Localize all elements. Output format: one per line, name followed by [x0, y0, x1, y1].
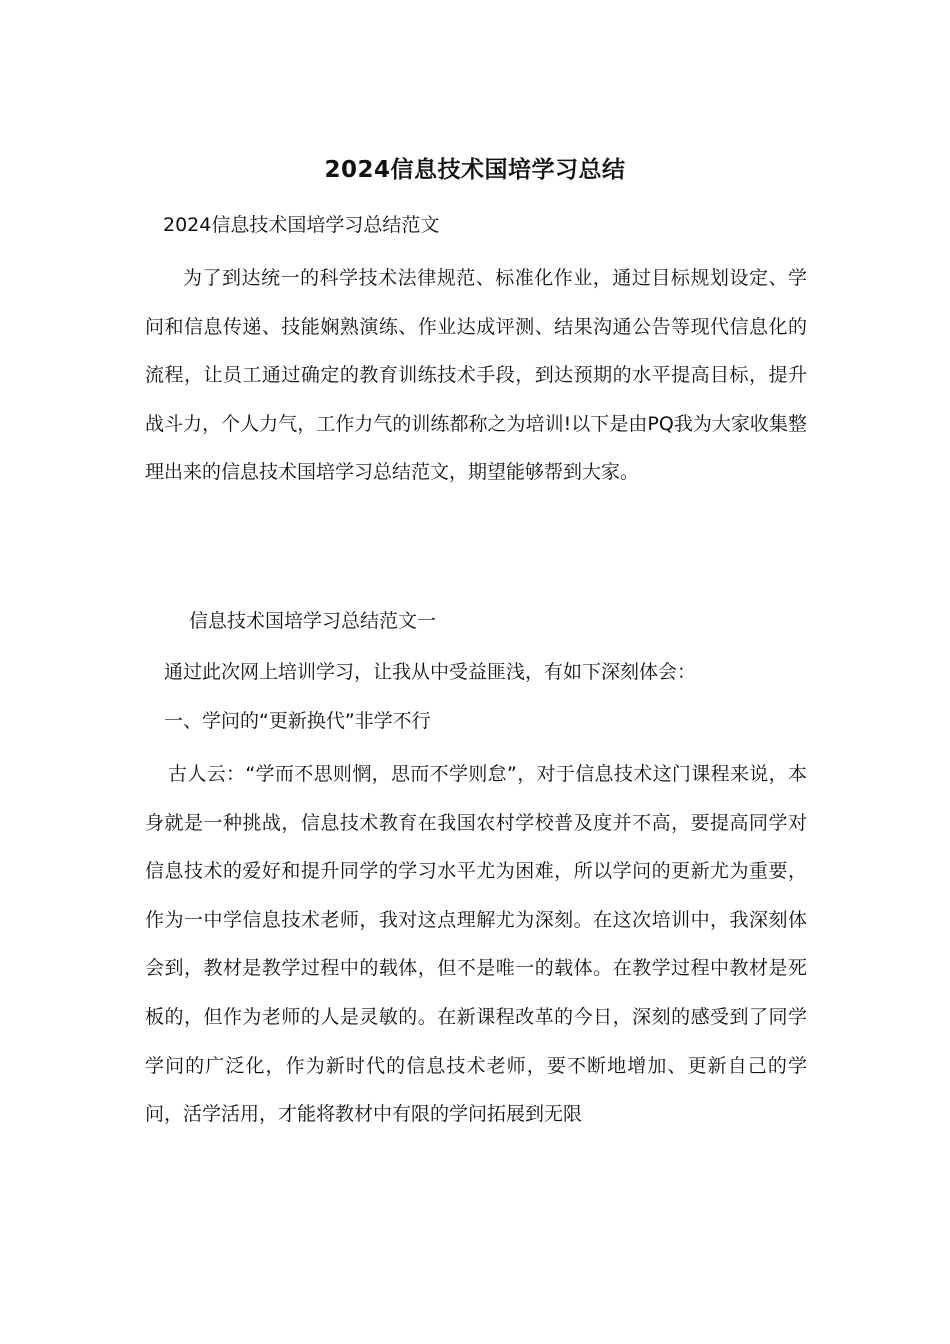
document-subtitle: 2024信息技术国培学习总结范文	[163, 214, 440, 236]
point-one-body: 古人云：“学而不思则惘，思而不学则怠”，对于信息技术这门课程来说，本身就是一种挑战，信息技术教育在我国农村学校普及度并不高，要提高同学对信息技术的爱好和提升同学的学习水平尤为困难，所以学问的更新尤为重要，作为一中学信息技术老师，我对这点理解尤为深刻。在这次培训中，我深刻体会到，教材是教学过程中的载体，但不是唯一的载体。在教学过程中教材是死板的，但作为老师的人是灵敏的。在新课程改革的今日，深刻的感受到了同学学问的广泛化，作为新时代的信息技术老师，要不断地增加、更新自己的学问，活学活用，才能将教材中有限的学问拓展到无限	[145, 763, 807, 1126]
point-one-heading: 一、学问的“更新换代”非学不行	[164, 710, 431, 732]
intro-paragraph: 为了到达统一的科学技术法律规范、标准化作业，通过目标规划设定、学问和信息传递、技能娴熟演练、作业达成评测、结果沟通公告等现代信息化的流程，让员工通过确定的教育训练技术手段，到达预期的水平提高目标，提升战斗力，个人力气，工作力气的训练都称之为培训!以下是由PQ我为大家收集整理出来的信息技术国培学习总结范文，期望能够帮到大家。	[145, 267, 807, 484]
section-lead: 通过此次网上培训学习，让我从中受益匪浅，有如下深刻体会：	[164, 661, 697, 683]
section-heading: 信息技术国培学习总结范文一	[189, 610, 437, 632]
document-title: 2024信息技术国培学习总结	[324, 157, 626, 183]
